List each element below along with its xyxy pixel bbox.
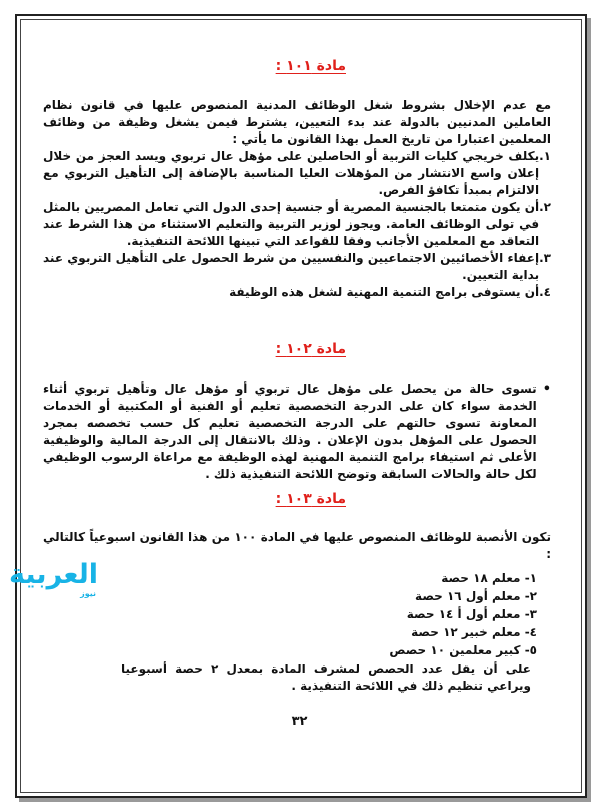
- list-item: [43, 148, 551, 199]
- list-item-number: ٤.: [539, 285, 551, 299]
- list-item-number: ٢.: [539, 200, 551, 214]
- article-103-heading: مادة ١٠٣ :: [275, 491, 346, 507]
- list-item-text: معلم أول ١٦ حصة: [415, 589, 521, 603]
- list-item: [411, 624, 537, 641]
- list-item: [43, 284, 551, 301]
- list-item: [43, 250, 551, 284]
- page-shadow-bottom: [19, 798, 591, 802]
- list-item-number: ٣.: [539, 251, 551, 265]
- list-item: [43, 381, 551, 483]
- article-102-heading: مادة ١٠٢ :: [275, 341, 346, 357]
- logo-subtitle: نيوز: [80, 589, 96, 598]
- logo-wordmark: العربية: [9, 559, 98, 590]
- list-item: [441, 570, 537, 587]
- article-102-body: [43, 381, 551, 483]
- article-103-intro: [43, 529, 551, 563]
- list-item-text: أن يكون متمتعا بالجنسية المصرية أو جنسية إحدى الدول التي تعامل المصريين بالمثل في تولى الوظائف العامة. ويجوز لوزير التربية والتعليم الاستثناء من هذا الشرط عند التعاقد مع المعلمين الأجانب وفقا للقواعد التي تبينها اللائحة التنفيذية.: [43, 200, 540, 248]
- article-101-intro: [43, 97, 551, 148]
- list-item: [43, 199, 551, 250]
- list-item-text: كبير معلمين ١٠ حصص: [389, 643, 521, 657]
- page-shadow-right: [587, 18, 591, 800]
- article-101-list: [43, 148, 551, 301]
- list-item-number: ٢-: [524, 589, 537, 603]
- alarabiya-logo: [9, 557, 98, 605]
- article-101-intro-text: مع عدم الإخلال بشروط شغل الوظائف المدنية المنصوص عليها في قانون نظام العاملين المدنيين بالدولة عند بدء التعيين، يشترط فيمن يشغل وظيفة من وظائف المعلمين اعتبارا من تاريخ العمل بهذا القانون ما يأتي :: [43, 98, 551, 146]
- list-item-text: أن يستوفى برامج التنمية المهنية لشغل هذه الوظيفة: [229, 285, 540, 299]
- list-item: [415, 588, 537, 605]
- list-item: [407, 606, 537, 623]
- list-item-number: ٥-: [524, 643, 537, 657]
- page-number: ٣٢: [291, 714, 308, 729]
- list-item-number: ٤-: [524, 625, 537, 639]
- bullet-icon: •: [542, 382, 551, 397]
- article-101-heading: مادة ١٠١ :: [275, 58, 346, 74]
- article-103-closing: [121, 661, 531, 695]
- list-item: [389, 642, 537, 659]
- list-item-text: معلم خبير ١٢ حصة: [411, 625, 521, 639]
- list-item-text: يكلف خريجي كليات التربية أو الحاصلين على مؤهل عال تربوي ويسد العجز من خلال إعلان واسع الانتشار من المؤهلات العليا المناسبة بالإضافة إلى التأهيل التربوي مع الالتزام بمبدأ تكافؤ الفرص.: [43, 149, 540, 197]
- article-103-closing-text: على أن يقل عدد الحصص لمشرف المادة بمعدل ٢ حصة أسبوعيا ويراعي تنظيم ذلك في اللائحة التنفيذية .: [121, 662, 531, 693]
- list-item-number: ١.: [539, 149, 551, 163]
- list-item-text: معلم أول أ ١٤ حصة: [406, 607, 521, 621]
- list-item-text: إعفاء الأخصائيين الاجتماعيين والنفسيين من شرط الحصول على التأهيل التربوي عند بداية التعيين.: [43, 251, 540, 282]
- article-102-text: تسوى حالة من يحصل على مؤهل عال تربوي أو مؤهل عال وتأهيل تربوي أثناء الخدمة سواء كان على الدرجة التخصصية تعليم أو الفنية أو المكتبية أو الخدمات المعاونة تسوى حالتهم على الدرجة التخصصية تعليم كل حسب تخصصه بمجرد الحصول على المؤهل بدون الإعلان . وذلك بالانتقال إلى الدرجة المالية والوظيفية الأعلى ثم استيفاء برامج التنمية المهنية لهذه الوظيفة مع مراعاة الرسوب الوظيفي لكل حالة والحالات السابقة وتوضح اللائحة التنفيذية ذلك .: [43, 382, 537, 481]
- list-item-text: معلم ١٨ حصة: [441, 571, 521, 585]
- list-item-number: ٣-: [524, 607, 537, 621]
- list-item-number: ١-: [524, 571, 537, 585]
- article-103-intro-text: تكون الأنصبة للوظائف المنصوص عليها في المادة ١٠٠ من هذا القانون اسبوعياً كالتالي :: [43, 530, 552, 561]
